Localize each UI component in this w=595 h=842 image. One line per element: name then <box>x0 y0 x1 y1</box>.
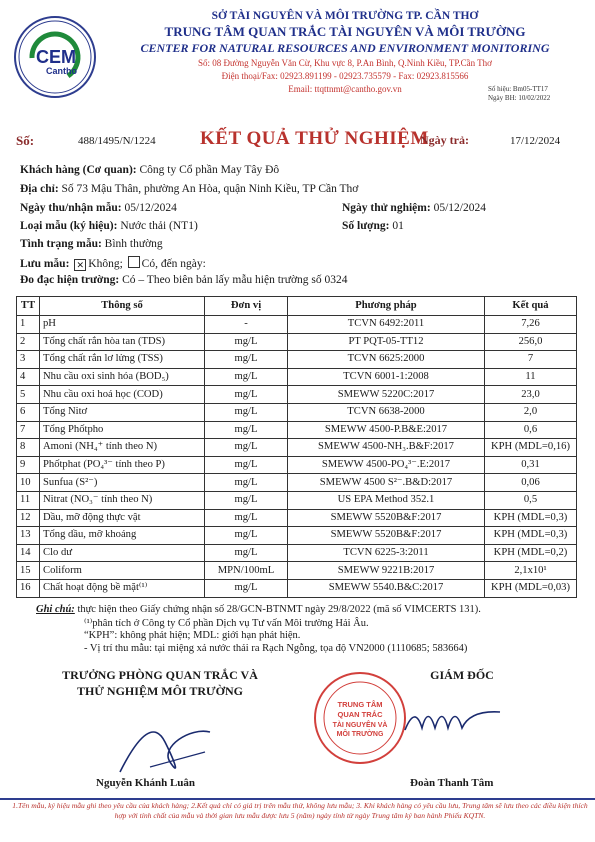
sample-type-row <box>20 220 198 232</box>
result-value: 11 <box>485 368 577 386</box>
checked-box-icon: ✕ <box>74 259 86 271</box>
form-code <box>488 85 588 103</box>
method: SMEWW 5540.B&C:2017 <box>288 579 485 597</box>
result-value: 0,31 <box>485 456 577 474</box>
parameter-name: Phốtphat (PO₄³⁻ tính theo P) <box>40 456 205 474</box>
official-stamp <box>312 670 408 766</box>
field-row <box>20 274 348 286</box>
unit: mg/L <box>205 456 288 474</box>
center-name-en: CENTER FOR NATURAL RESOURCES AND ENVIRONMENT MONITORING <box>140 41 550 55</box>
field-value: Có – Theo biên bản lấy mẫu hiện trường số 0324 <box>122 274 348 286</box>
parameter-name: Amoni (NH₄⁺ tính theo N) <box>40 439 205 457</box>
right-signature-icon <box>400 700 510 740</box>
address-row <box>20 183 358 195</box>
logo-emblem-icon <box>16 18 94 96</box>
center-name-vi: TRUNG TÂM QUAN TRẮC TÀI NGUYÊN VÀ MÔI TRƯỜNG <box>164 24 526 39</box>
right-signer-name: Đoàn Thanh Tâm <box>410 777 494 789</box>
table-row <box>17 474 577 492</box>
parameter-name: Sunfua (S²⁻) <box>40 474 205 492</box>
table-row <box>17 527 577 545</box>
method: SMEWW 9221B:2017 <box>288 562 485 580</box>
table-header-row <box>17 297 577 316</box>
customer-row <box>20 164 279 176</box>
note-text-3: “KPH”: không phát hiện; MDL: giới hạn phát hiện. <box>84 630 301 641</box>
row-number: 2 <box>17 333 40 351</box>
note-line-1 <box>36 604 481 615</box>
result-value: KPH (MDL=0,3) <box>485 509 577 527</box>
row-number: 3 <box>17 351 40 369</box>
condition-value: Bình thường <box>104 238 163 250</box>
unit: mg/L <box>205 509 288 527</box>
method: SMEWW 5520B&F:2017 <box>288 527 485 545</box>
unit: mg/L <box>205 403 288 421</box>
method: US EPA Method 352.1 <box>288 491 485 509</box>
storage-label: Lưu mẫu: <box>20 258 70 270</box>
row-number: 11 <box>17 491 40 509</box>
unit: - <box>205 316 288 334</box>
note-text-1: thực hiện theo Giấy chứng nhận số 28/GCN-BTNMT ngày 29/8/2022 (mã số VIMCERTS 131). <box>77 604 481 615</box>
received-row <box>20 202 177 214</box>
method: TCVN 6492:2011 <box>288 316 485 334</box>
page-title: KẾT QUẢ THỬ NGHIỆM <box>200 128 429 149</box>
unit: mg/L <box>205 579 288 597</box>
logo-sub: Cantho <box>46 66 77 76</box>
customer-label: Khách hàng (Cơ quan): <box>20 164 137 176</box>
customer-value: Công ty Cổ phần May Tây Đô <box>139 164 280 176</box>
left-signer-title-2: THỬ NGHIỆM MÔI TRƯỜNG <box>77 684 243 698</box>
result-value: 23,0 <box>485 386 577 404</box>
stamp-seal-icon <box>312 670 408 766</box>
result-value: 0,6 <box>485 421 577 439</box>
table-row <box>17 403 577 421</box>
result-value: KPH (MDL=0,03) <box>485 579 577 597</box>
quantity-label: Số lượng: <box>342 220 390 232</box>
row-number: 16 <box>17 579 40 597</box>
unit: mg/L <box>205 386 288 404</box>
method: TCVN 6001-1:2008 <box>288 368 485 386</box>
right-signer-title: GIÁM ĐỐC <box>430 668 494 682</box>
table-row <box>17 351 577 369</box>
stamp-line-1: TRUNG TÂM <box>337 700 383 709</box>
form-code-date: Ngày BH: 10/02/2022 <box>488 94 551 102</box>
address-label: Địa chỉ: <box>20 183 59 195</box>
method: SMEWW 5520B&F:2017 <box>288 509 485 527</box>
footer-note: 1.Tên mẫu, ký hiệu mẫu ghi theo yêu cầu của khách hàng; 2.Kết quả chỉ có giá trị trên mẫu thử, không lưu mẫu; 3. Khi khách hàng có yêu cầu lưu, Trung tâm sẽ lưu theo các điều kiện thích hợp với tính chất của mẫu và thời gian lưu mẫu được lưu 5 (năm) ngày tính từ ngày Trung tâm ký ban hành Phiếu KQTN. <box>12 801 588 820</box>
method: SMEWW 4500-NH₃.B&F:2017 <box>288 439 485 457</box>
row-number: 9 <box>17 456 40 474</box>
parameter-name: Nitrat (NO₃⁻ tính theo N) <box>40 491 205 509</box>
quantity-row <box>342 220 404 232</box>
header-parameter: Thông số <box>40 297 205 316</box>
table-row <box>17 456 577 474</box>
table-row <box>17 509 577 527</box>
test-date-value: 05/12/2024 <box>433 202 486 214</box>
results-table <box>16 296 577 598</box>
row-number: 6 <box>17 403 40 421</box>
header-result: Kết quả <box>485 297 577 316</box>
table-row <box>17 544 577 562</box>
unit: mg/L <box>205 474 288 492</box>
table-row <box>17 421 577 439</box>
unchecked-box-icon <box>128 256 140 268</box>
left-signer-name: Nguyễn Khánh Luân <box>96 777 196 789</box>
result-value: 2,1x10¹ <box>485 562 577 580</box>
report-number: 488/1495/N/1224 <box>78 135 156 147</box>
unit: mg/L <box>205 368 288 386</box>
method: TCVN 6625:2000 <box>288 351 485 369</box>
row-number: 13 <box>17 527 40 545</box>
sample-type-value: Nước thải (NT1) <box>120 220 198 232</box>
parameter-name: Tổng chất rắn lơ lửng (TSS) <box>40 351 205 369</box>
parameter-name: Tổng Phốtpho <box>40 421 205 439</box>
sample-type-label: Loại mẫu (ký hiệu): <box>20 220 118 232</box>
result-value: 256,0 <box>485 333 577 351</box>
method: SMEWW 4500 S²⁻.B&D:2017 <box>288 474 485 492</box>
return-date: 17/12/2024 <box>510 135 561 147</box>
left-signature-icon <box>110 712 230 782</box>
table-row <box>17 491 577 509</box>
test-date-label: Ngày thử nghiệm: <box>342 202 431 214</box>
method: PT PQT-05-TT12 <box>288 333 485 351</box>
stamp-line-2: QUAN TRẮC <box>337 710 383 719</box>
row-number: 10 <box>17 474 40 492</box>
form-code-number: Số hiệu: Bm05-TT17 <box>488 85 548 93</box>
storage-yes: Có, đến ngày: <box>141 258 206 270</box>
unit: mg/L <box>205 333 288 351</box>
note-text-4: - Vị trí thu mẫu: tại miệng xả nước thải ra Rạch Ngỗng, tọa độ VN2000 (1110685; 583664) <box>84 643 468 654</box>
center-email: Email: ttqttnmt@cantho.gov.vn <box>288 84 402 94</box>
parameter-name: Chất hoạt động bề mặt⁽¹⁾ <box>40 579 205 597</box>
logo-text: CEM <box>36 47 76 67</box>
quantity-value: 01 <box>392 220 404 232</box>
result-value: KPH (MDL=0,3) <box>485 527 577 545</box>
header-unit: Đơn vị <box>205 297 288 316</box>
header-tt: TT <box>17 297 40 316</box>
received-label: Ngày thu/nhận mẫu: <box>20 202 122 214</box>
row-number: 14 <box>17 544 40 562</box>
center-phone: Điện thoại/Fax: 02923.891199 - 02923.735579 - Fax: 02923.815566 <box>221 71 469 81</box>
stamp-line-4: MÔI TRƯỜNG <box>336 731 384 738</box>
result-value: 0,5 <box>485 491 577 509</box>
result-value: 0,06 <box>485 474 577 492</box>
row-number: 15 <box>17 562 40 580</box>
note-text-2: ⁽¹⁾phân tích ở Công ty Cổ phần Dịch vụ Tư vấn Môi trường Hải Âu. <box>84 618 369 629</box>
parameter-name: pH <box>40 316 205 334</box>
row-number: 5 <box>17 386 40 404</box>
unit: mg/L <box>205 439 288 457</box>
report-number-label: Số: <box>16 133 35 148</box>
unit: MPN/100mL <box>205 562 288 580</box>
field-label: Đo đạc hiện trường: <box>20 274 120 286</box>
table-row <box>17 562 577 580</box>
table-row <box>17 333 577 351</box>
result-value: KPH (MDL=0,16) <box>485 439 577 457</box>
center-address: Số: 08 Đường Nguyễn Văn Cừ, Khu vực 8, P.An Bình, Q.Ninh Kiều, TP.Cần Thơ <box>198 58 492 68</box>
parameter-name: Tổng Nitơ <box>40 403 205 421</box>
address-value: Số 73 Mậu Thân, phường An Hòa, quận Ninh Kiều, TP Cần Thơ <box>61 183 359 195</box>
unit: mg/L <box>205 491 288 509</box>
test-date-row <box>342 202 486 214</box>
parameter-name: Coliform <box>40 562 205 580</box>
row-number: 8 <box>17 439 40 457</box>
unit: mg/L <box>205 421 288 439</box>
result-value: 7 <box>485 351 577 369</box>
parameter-name: Tổng dầu, mỡ khoáng <box>40 527 205 545</box>
unit: mg/L <box>205 544 288 562</box>
row-number: 1 <box>17 316 40 334</box>
parameter-name: Nhu cầu oxi sinh hóa (BOD₅) <box>40 368 205 386</box>
result-value: 2,0 <box>485 403 577 421</box>
result-value: KPH (MDL=0,2) <box>485 544 577 562</box>
table-row <box>17 579 577 597</box>
row-number: 12 <box>17 509 40 527</box>
table-row <box>17 316 577 334</box>
result-value: 7,26 <box>485 316 577 334</box>
method: SMEWW 5220C:2017 <box>288 386 485 404</box>
return-date-label: Ngày trả: <box>420 133 469 147</box>
stamp-line-3: TÀI NGUYÊN VÀ <box>332 722 388 729</box>
unit: mg/L <box>205 527 288 545</box>
storage-row <box>20 256 206 271</box>
table-row <box>17 439 577 457</box>
left-signer-title-1: TRƯỞNG PHÒNG QUAN TRẮC VÀ <box>62 668 258 682</box>
unit: mg/L <box>205 351 288 369</box>
received-value: 05/12/2024 <box>124 202 177 214</box>
note-label: Ghi chú: <box>36 604 75 615</box>
parameter-name: Nhu cầu oxi hoá học (COD) <box>40 386 205 404</box>
method: TCVN 6225-3:2011 <box>288 544 485 562</box>
parameter-name: Clo dư <box>40 544 205 562</box>
parameter-name: Tổng chất rắn hòa tan (TDS) <box>40 333 205 351</box>
row-number: 7 <box>17 421 40 439</box>
table-row <box>17 386 577 404</box>
parameter-name: Dầu, mỡ động thực vật <box>40 509 205 527</box>
center-logo <box>14 16 96 98</box>
table-row <box>17 368 577 386</box>
method: SMEWW 4500-PO₄³⁻.E:2017 <box>288 456 485 474</box>
footer-divider <box>0 798 595 800</box>
condition-row <box>20 238 163 250</box>
header-method: Phương pháp <box>288 297 485 316</box>
dept-name: SỞ TÀI NGUYÊN VÀ MÔI TRƯỜNG TP. CẦN THƠ <box>211 10 479 22</box>
storage-no: Không; <box>88 258 123 270</box>
method: SMEWW 4500-P.B&E:2017 <box>288 421 485 439</box>
method: TCVN 6638-2000 <box>288 403 485 421</box>
condition-label: Tình trạng mẫu: <box>20 238 102 250</box>
row-number: 4 <box>17 368 40 386</box>
